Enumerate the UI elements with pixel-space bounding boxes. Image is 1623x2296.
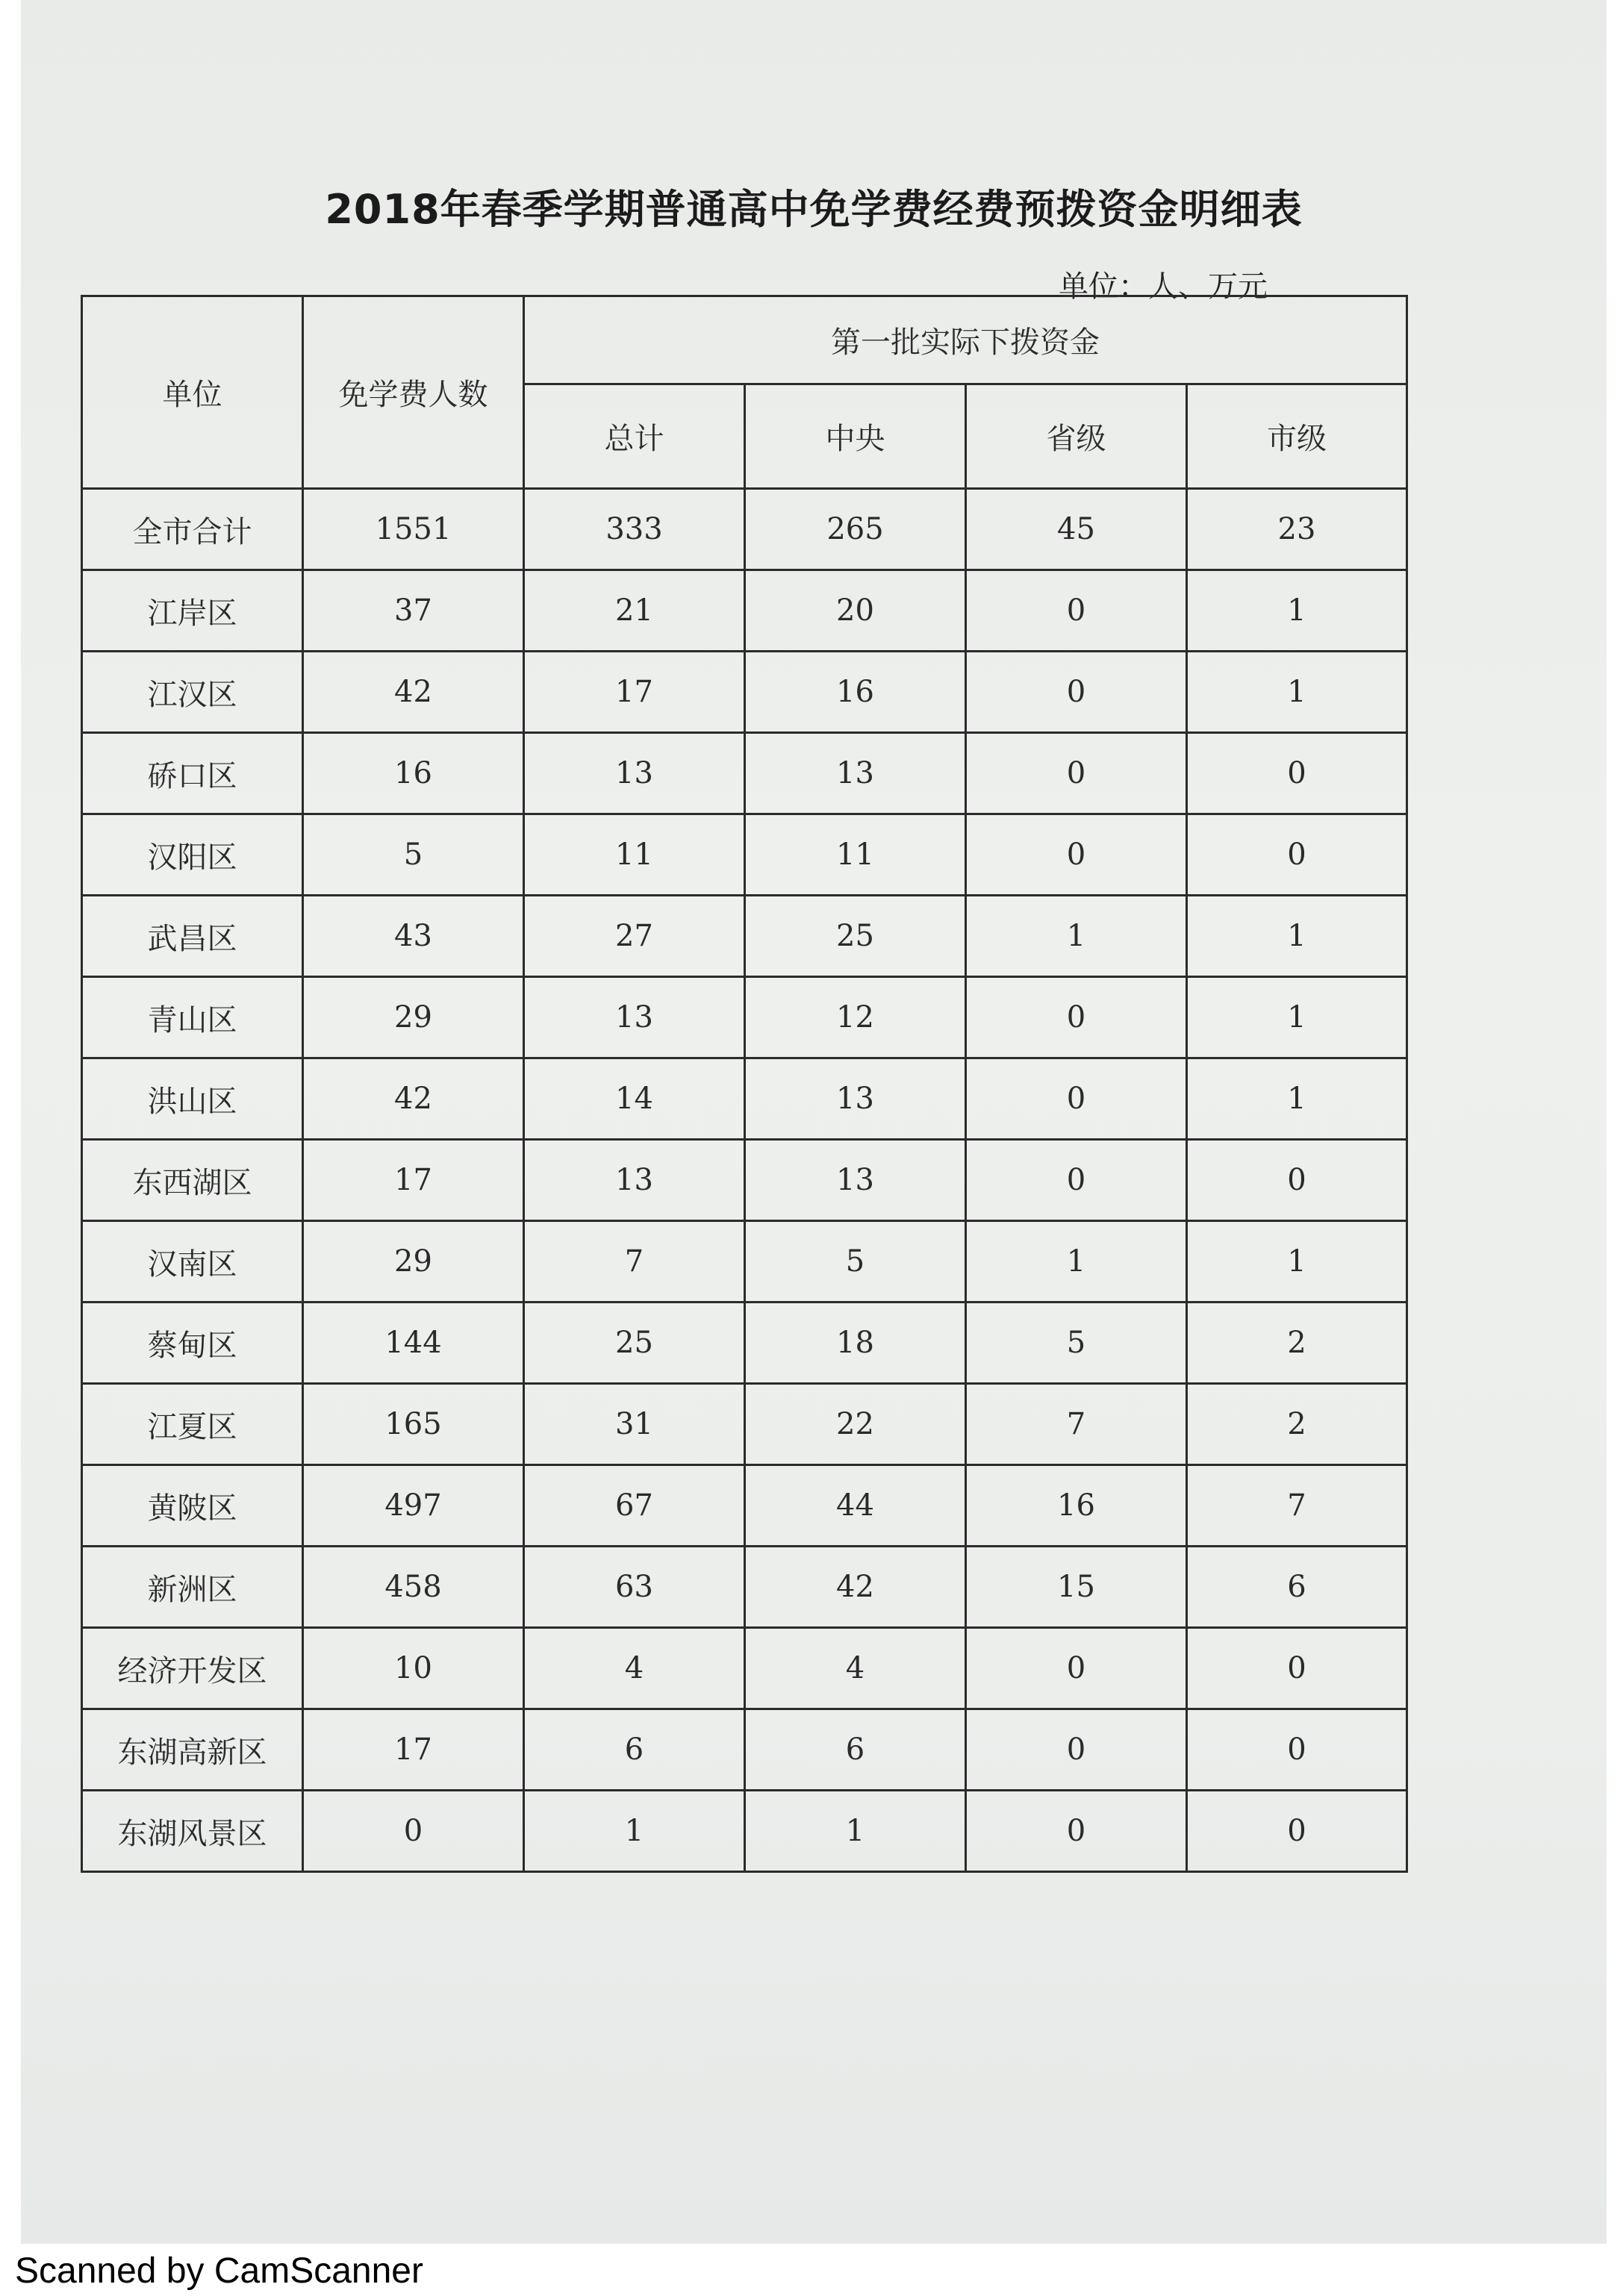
cell-student-count: 5 xyxy=(303,814,524,896)
cell-total: 63 xyxy=(524,1547,745,1628)
cell-provincial: 1 xyxy=(966,896,1187,977)
table-row xyxy=(82,814,1407,896)
table-row xyxy=(82,570,1407,652)
table-row xyxy=(82,1547,1407,1628)
cell-provincial: 0 xyxy=(966,1058,1187,1140)
cell-total: 14 xyxy=(524,1058,745,1140)
scanner-watermark: Scanned by CamScanner xyxy=(15,2251,423,2291)
cell-total: 27 xyxy=(524,896,745,977)
cell-central: 11 xyxy=(745,814,966,896)
cell-unit-name: 东湖风景区 xyxy=(82,1791,303,1872)
cell-total: 21 xyxy=(524,570,745,652)
cell-central: 265 xyxy=(745,489,966,570)
table-row xyxy=(82,896,1407,977)
cell-municipal: 7 xyxy=(1187,1465,1407,1547)
cell-municipal: 1 xyxy=(1187,977,1407,1058)
cell-student-count: 144 xyxy=(303,1303,524,1384)
cell-municipal: 1 xyxy=(1187,570,1407,652)
cell-unit-name: 全市合计 xyxy=(82,489,303,570)
header-first-batch: 第一批实际下拨资金 xyxy=(524,296,1407,384)
cell-unit-name: 武昌区 xyxy=(82,896,303,977)
cell-total: 4 xyxy=(524,1628,745,1709)
cell-total: 25 xyxy=(524,1303,745,1384)
cell-total: 333 xyxy=(524,489,745,570)
cell-provincial: 7 xyxy=(966,1384,1187,1465)
cell-provincial: 0 xyxy=(966,1709,1187,1791)
cell-total: 13 xyxy=(524,733,745,814)
cell-total: 17 xyxy=(524,652,745,733)
cell-provincial: 45 xyxy=(966,489,1187,570)
cell-municipal: 1 xyxy=(1187,896,1407,977)
cell-central: 20 xyxy=(745,570,966,652)
cell-student-count: 42 xyxy=(303,1058,524,1140)
cell-central: 25 xyxy=(745,896,966,977)
cell-central: 6 xyxy=(745,1709,966,1791)
cell-provincial: 0 xyxy=(966,1628,1187,1709)
table-row xyxy=(82,1465,1407,1547)
cell-central: 13 xyxy=(745,1058,966,1140)
cell-unit-name: 新洲区 xyxy=(82,1547,303,1628)
cell-provincial: 0 xyxy=(966,652,1187,733)
cell-central: 12 xyxy=(745,977,966,1058)
header-municipal: 市级 xyxy=(1187,384,1407,489)
cell-student-count: 37 xyxy=(303,570,524,652)
cell-unit-name: 东西湖区 xyxy=(82,1140,303,1221)
cell-municipal: 2 xyxy=(1187,1303,1407,1384)
cell-total: 31 xyxy=(524,1384,745,1465)
cell-student-count: 1551 xyxy=(303,489,524,570)
cell-student-count: 17 xyxy=(303,1709,524,1791)
cell-unit-name: 黄陂区 xyxy=(82,1465,303,1547)
header-total: 总计 xyxy=(524,384,745,489)
cell-municipal: 0 xyxy=(1187,1628,1407,1709)
table-row xyxy=(82,1303,1407,1384)
table-row xyxy=(82,1221,1407,1303)
cell-provincial: 0 xyxy=(966,1791,1187,1872)
cell-student-count: 29 xyxy=(303,1221,524,1303)
cell-central: 13 xyxy=(745,733,966,814)
cell-provincial: 0 xyxy=(966,733,1187,814)
cell-municipal: 2 xyxy=(1187,1384,1407,1465)
cell-central: 18 xyxy=(745,1303,966,1384)
cell-municipal: 0 xyxy=(1187,814,1407,896)
cell-provincial: 0 xyxy=(966,1140,1187,1221)
cell-total: 13 xyxy=(524,977,745,1058)
cell-provincial: 15 xyxy=(966,1547,1187,1628)
cell-unit-name: 硚口区 xyxy=(82,733,303,814)
cell-student-count: 10 xyxy=(303,1628,524,1709)
table-row xyxy=(82,977,1407,1058)
cell-municipal: 6 xyxy=(1187,1547,1407,1628)
cell-unit-name: 汉南区 xyxy=(82,1221,303,1303)
cell-student-count: 458 xyxy=(303,1547,524,1628)
cell-provincial: 0 xyxy=(966,570,1187,652)
cell-municipal: 0 xyxy=(1187,1709,1407,1791)
cell-unit-name: 汉阳区 xyxy=(82,814,303,896)
cell-total: 6 xyxy=(524,1709,745,1791)
cell-central: 42 xyxy=(745,1547,966,1628)
cell-unit-name: 江岸区 xyxy=(82,570,303,652)
table-row xyxy=(82,489,1407,570)
table-row xyxy=(82,733,1407,814)
scanned-page xyxy=(21,0,1607,2244)
table-row xyxy=(82,1058,1407,1140)
header-provincial: 省级 xyxy=(966,384,1187,489)
cell-central: 5 xyxy=(745,1221,966,1303)
table-row xyxy=(82,1791,1407,1872)
cell-municipal: 1 xyxy=(1187,652,1407,733)
cell-central: 13 xyxy=(745,1140,966,1221)
document-title: 2018年春季学期普通高中免学费经费预拨资金明细表 xyxy=(325,186,1303,233)
cell-central: 22 xyxy=(745,1384,966,1465)
cell-municipal: 0 xyxy=(1187,1791,1407,1872)
cell-municipal: 1 xyxy=(1187,1221,1407,1303)
cell-total: 1 xyxy=(524,1791,745,1872)
cell-municipal: 0 xyxy=(1187,1140,1407,1221)
cell-unit-name: 洪山区 xyxy=(82,1058,303,1140)
cell-student-count: 497 xyxy=(303,1465,524,1547)
cell-total: 7 xyxy=(524,1221,745,1303)
table-row xyxy=(82,1384,1407,1465)
funding-table xyxy=(81,295,1408,1873)
table-row xyxy=(82,1628,1407,1709)
cell-student-count: 43 xyxy=(303,896,524,977)
cell-total: 13 xyxy=(524,1140,745,1221)
header-unit: 单位 xyxy=(82,296,303,489)
unit-note: 单位：人、万元 xyxy=(1059,269,1268,304)
header-central: 中央 xyxy=(745,384,966,489)
cell-unit-name: 青山区 xyxy=(82,977,303,1058)
cell-unit-name: 经济开发区 xyxy=(82,1628,303,1709)
cell-student-count: 29 xyxy=(303,977,524,1058)
cell-central: 1 xyxy=(745,1791,966,1872)
cell-student-count: 165 xyxy=(303,1384,524,1465)
cell-total: 11 xyxy=(524,814,745,896)
cell-student-count: 0 xyxy=(303,1791,524,1872)
table-row xyxy=(82,652,1407,733)
cell-municipal: 0 xyxy=(1187,733,1407,814)
cell-unit-name: 江夏区 xyxy=(82,1384,303,1465)
cell-provincial: 16 xyxy=(966,1465,1187,1547)
cell-provincial: 5 xyxy=(966,1303,1187,1384)
table-row xyxy=(82,1140,1407,1221)
cell-unit-name: 东湖高新区 xyxy=(82,1709,303,1791)
cell-unit-name: 蔡甸区 xyxy=(82,1303,303,1384)
cell-provincial: 1 xyxy=(966,1221,1187,1303)
cell-central: 16 xyxy=(745,652,966,733)
table-row xyxy=(82,1709,1407,1791)
cell-provincial: 0 xyxy=(966,977,1187,1058)
cell-central: 44 xyxy=(745,1465,966,1547)
cell-municipal: 1 xyxy=(1187,1058,1407,1140)
cell-student-count: 16 xyxy=(303,733,524,814)
cell-unit-name: 江汉区 xyxy=(82,652,303,733)
cell-provincial: 0 xyxy=(966,814,1187,896)
cell-central: 4 xyxy=(745,1628,966,1709)
cell-total: 67 xyxy=(524,1465,745,1547)
cell-municipal: 23 xyxy=(1187,489,1407,570)
cell-student-count: 17 xyxy=(303,1140,524,1221)
cell-student-count: 42 xyxy=(303,652,524,733)
header-student-count: 免学费人数 xyxy=(303,296,524,489)
